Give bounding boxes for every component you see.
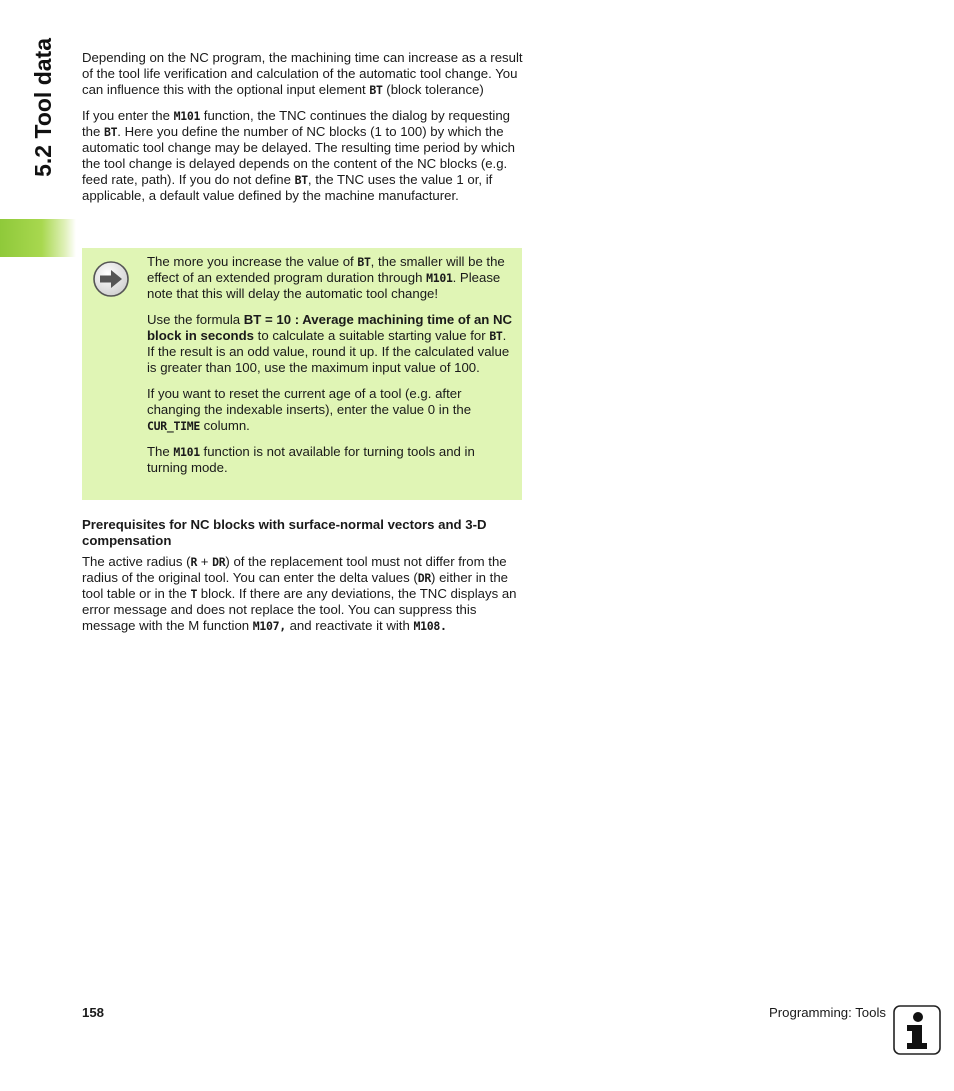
- code-term: BT: [104, 125, 118, 139]
- code-term: M101: [426, 271, 453, 285]
- code-term: M108.: [413, 619, 447, 633]
- note-paragraph-1: [147, 254, 515, 302]
- note-body: [147, 254, 515, 486]
- code-term: BT: [294, 173, 308, 187]
- code-term: BT: [369, 83, 383, 97]
- intro-paragraph-1: [82, 50, 524, 98]
- text-run: If you enter the: [82, 108, 174, 123]
- text-run: If you want to reset the current age of a tool (e.g. after changing the indexable inserts), enter the value 0 in the: [147, 386, 472, 417]
- text-run: and reactivate it with: [285, 618, 414, 633]
- code-term: DR: [417, 571, 432, 585]
- text-run: The more you increase the value of: [147, 254, 358, 269]
- page-number: 158: [82, 1005, 105, 1020]
- text-run: . Please note that this will delay the automatic tool change!: [147, 270, 501, 301]
- code-term: T: [190, 587, 198, 601]
- text-run: Use the formula: [147, 312, 244, 327]
- text-run: function, the TNC continues the dialog by requesting the: [82, 108, 510, 139]
- text-run: . Here you define the number of NC blocks (1 to 100) by which the automatic tool change may be delayed. The resulting time period by which the tool change is delayed depends on the content of the NC blocks (e.g. feed rate, path). If you do not define: [82, 124, 515, 187]
- code-term: BT: [489, 329, 503, 343]
- arrow-right-icon: [92, 260, 130, 298]
- text-run: , the smaller will be the effect of an extended program duration through: [147, 254, 505, 285]
- text-run: column.: [200, 418, 250, 433]
- formula-text: BT = 10 : Average machining time of an NC block in seconds: [147, 312, 513, 343]
- footer-chapter: Programming: Tools: [768, 1005, 886, 1020]
- section-heading: Prerequisites for NC blocks with surface-normal vectors and 3-D compensation: [82, 517, 487, 548]
- intro-paragraph-2: [82, 108, 524, 204]
- text-run: ) of the replacement tool must not differ from the radius of the original tool. You can enter the delta values (: [82, 554, 507, 585]
- code-term: R: [190, 555, 198, 569]
- text-run: Depending on the NC program, the machining time can increase as a result of the tool life verification and calculation of the automatic tool change. You can influence this with the optional input element: [82, 50, 523, 97]
- text-run: , the TNC uses the value 1 or, if applicable, a default value defined by the machine manufacturer.: [82, 172, 493, 203]
- note-paragraph-4: [147, 444, 515, 476]
- code-term: M101: [173, 109, 201, 123]
- code-term: M107,: [252, 619, 286, 633]
- section-paragraph: [82, 554, 524, 634]
- intro-text: [82, 50, 524, 214]
- code-term: M101: [173, 445, 200, 459]
- text-run: ) either in the tool table or in the: [82, 570, 508, 601]
- note-paragraph-3: [147, 386, 515, 434]
- chapter-side-title: [28, 38, 58, 214]
- text-run: The active radius (: [82, 554, 191, 569]
- text-run: to calculate a suitable starting value for: [254, 328, 490, 343]
- text-run: . If the result is an odd value, round it up. If the calculated value is greater than 100, use the maximum input value of 100.: [147, 328, 510, 375]
- code-term: DR: [212, 555, 226, 569]
- note-box: [82, 248, 522, 500]
- text-run: The: [147, 444, 174, 459]
- text-run: function is not available for turning tools and in turning mode.: [147, 444, 475, 475]
- prerequisites-section: [82, 517, 524, 644]
- note-paragraph-2: [147, 312, 515, 376]
- text-run: +: [197, 554, 213, 569]
- code-term: CUR_TIME: [147, 419, 200, 433]
- code-term: BT: [357, 255, 371, 269]
- text-run: (block tolerance): [382, 82, 484, 97]
- section-marker-bar: [0, 219, 76, 257]
- section-title: 5.2 Tool data: [30, 38, 56, 177]
- text-run: block. If there are any deviations, the TNC displays an error message and does not replace the tool. You can suppress this message with the M function: [82, 586, 517, 633]
- info-icon[interactable]: [893, 1005, 941, 1055]
